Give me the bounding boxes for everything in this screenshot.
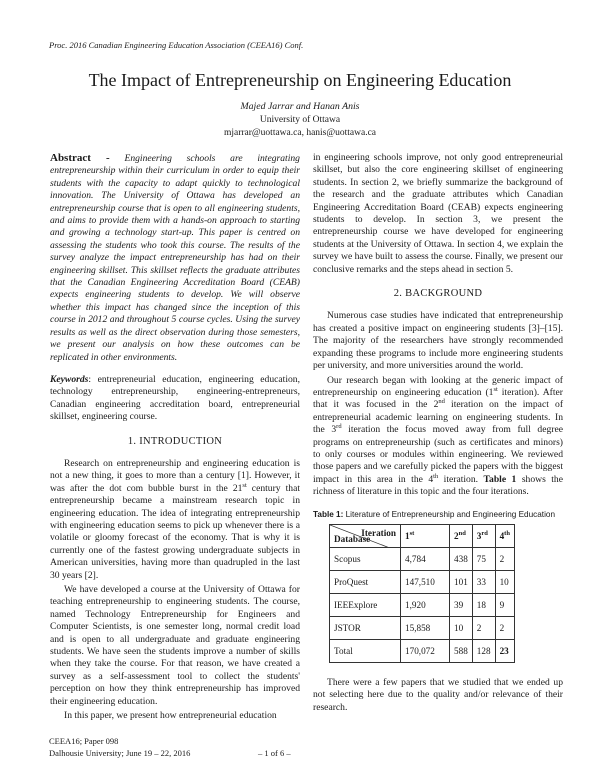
literature-table [329,524,515,663]
right-column [313,152,563,716]
proceedings-header: Proc. 2016 Canadian Engineering Education Association (CEEA16) Conf. [49,40,304,50]
background-paragraph-2 [313,375,563,499]
intro-paragraph-1 [50,458,300,582]
table-row [330,593,515,616]
col-1-sup: st [409,529,415,537]
keywords-label: Keywords [50,373,89,385]
table-cell: 170,072 [401,639,450,662]
table-corner-cell [330,524,401,547]
bg-p2-sup1: st [493,385,498,393]
database-label: Database [334,533,371,544]
col-3-base: 3 [476,530,482,541]
bg-p2-sup4: th [433,472,439,480]
after-table-paragraph: There were a few papers that we studied that we ended up not selecting here due to the quality and/or relevance of their research. [313,676,563,713]
table-cell: 588 [450,639,473,662]
table-cell: 147,510 [401,570,450,593]
bg-p2-f: shows the richness of literature in this topic and the four iterations. [313,473,563,498]
table-cell: 2 [495,616,514,639]
affiliation: University of Ottawa [259,115,341,125]
keywords [50,374,300,424]
table-cell: 1,920 [401,593,450,616]
col-header [472,524,495,547]
table-cell: 15,858 [401,616,450,639]
footer-venue: Dalhousie University; June 19 – 22, 2016 [49,748,191,758]
table-cell-db: Total [330,639,401,662]
table-cell: 75 [472,547,495,570]
abstract [50,152,300,364]
table-cell: 128 [472,639,495,662]
intro-paragraph-3: In this paper, we present how entrepreneurial education [64,710,277,722]
intro-continuation: in engineering schools improve, not only good entrepreneurial skillset, but also the core engineering skillset of engineering students. In section 2, we briefly summarize the background of the research and the graduate attributes which Canadian Engineering Accreditation Board (CEAB) expects engineering students to develop. In section 3, we present the entrepreneurship course we have developed for engineering students at the University of Ottawa. In section 4, we explain the survey we have built to assess the course. Finally, we present our conclusive remarks and the steps ahead in section 5. [313,152,563,275]
table-cell-db: ProQuest [330,570,401,593]
background-paragraph-1: Numerous case studies have indicated that entrepreneurship has created a positive impact on engineering students [3]–[15]. The majority of the researchers have strongly recommended expanding these programs to include more engineering students per university, and more universities around the world. [313,310,563,372]
table-cell: 39 [450,593,473,616]
col-header [401,524,450,547]
table-reference: Table 1 [483,473,517,485]
footer-page-number: – 1 of 6 – [258,748,291,758]
keywords-text: : entrepreneurial education, engineering education, technology entrepreneurship, engineering-entrepreneurs, Canadian engineering accreditation board, entrepreneurial skillset, engineering course. [50,373,300,423]
table-cell-db: JSTOR [330,616,401,639]
intro-p1-text-b: century that entrepreneurship became a mainstream research topic in engineering education. The idea of integrating entrepreneurship with engineering education seems to pick up whenever there is a volatile or gloomy forecast of the economy. That is why it is currently one of the fastest growing undergraduate subjects in American universities, having more than quadrupled in the last 30 years [2]. [50,482,300,581]
table-cell: 2 [495,547,514,570]
table-cell: 10 [450,616,473,639]
intro-paragraph-2: We have developed a course at the University of Ottawa for teaching entrepreneurship to engineering students. The course, named Technology Entrepreneurship for Engineers and Computer Scientists, is one semester long, normal credit load and is open to all undergraduate and graduate engineering students. We have seen the students improve a number of skills when they take the course. For that reason, we have created a survey as a self-assessment tool to collect the students' perception on how they think entrepreneurship has improved their engineering education. [50,584,300,707]
table-cell: 33 [472,570,495,593]
bg-p2-b: iteration). After that it was focused in the 2 [313,386,563,411]
col-1-base: 1 [405,530,410,541]
author-emails: mjarrar@uottawa.ca, hanis@uottawa.ca [223,128,376,138]
col-2-sup: nd [458,529,466,537]
abstract-label: Abstract - [50,152,110,164]
table-cell: 9 [495,593,514,616]
left-column [50,152,300,724]
col-3-sup: rd [481,529,488,537]
table-cell: 4,784 [401,547,450,570]
table-caption [313,509,563,521]
table-cell: 23 [495,639,514,662]
col-2-base: 2 [454,530,459,541]
iteration-label: Iteration [361,527,396,538]
col-4-sup: th [504,529,510,537]
bg-p2-sup3: rd [336,422,342,430]
table-cell: 2 [472,616,495,639]
table-row [330,547,515,570]
section-heading-introduction: 1. INTRODUCTION [127,435,223,447]
table-caption-label: Table 1: [313,509,344,519]
footer-paper-id: CEEA16; Paper 098 [49,736,119,746]
paper-title: The Impact of Entrepreneurship on Engineering Education [88,70,512,90]
bg-p2-a: Our research began with looking at the generic impact of entrepreneurship on engineering education (1 [313,374,563,398]
table-caption-text: Literature of Entrepreneurship and Engineering Education [343,509,555,519]
table-row [330,570,515,593]
table-cell: 18 [472,593,495,616]
section-heading-background: 2. BACKGROUND [393,288,483,300]
bg-p2-c: iteration on the impact of entrepreneurial academic learning on engineering students. In the 3 [313,399,564,436]
table-row [330,616,515,639]
intro-p1-sup: st [242,481,247,489]
table-header-row [330,524,515,547]
table-cell-db: Scopus [330,547,401,570]
intro-p1-text-a: Research on entrepreneurship and engineering education is not a new thing, it goes to more than a century [1]. However, it was after the dot com bubble burst in the 21 [50,457,300,494]
col-header [450,524,473,547]
table-cell-db: IEEExplore [330,593,401,616]
authors: Majed Jarrar and Hanan Anis [240,101,360,112]
table-cell: 10 [495,570,514,593]
col-4-base: 4 [499,530,505,541]
bg-p2-d: iteration the focus moved away from full degree programs on entrepreneurship (such as certificates and minors) to only courses or modules within engineering. We reviewed those papers and we carefully picked the papers with the biggest impact in this area in the 4 [313,424,563,485]
col-header [495,524,514,547]
abstract-text: Engineering schools are integrating entrepreneurship within their curriculum in order to equip their students with the capacity to adapt quickly to technological innovation. The University of Ottawa has developed an entrepreneurship course that is open to all engineering students, and aims to provide them with a hands-on approach to starting and growing a technology start-up. This paper is centred on assessing the students who took this course. The results of the survey analyze the impact entrepreneurship has had on their engineering skillset. This skillset reflects the graduate attributes that the Canadian Engineering Accreditation Board (CEAB) expects engineering students to develop. We will observe whether this impact has changed since the inception of this course in 2012 and throughout 5 course cycles. Using the survey results as well as the direct observation during those semesters, we present our analysis on how these outcomes can be replicated in other environments. [50,153,300,363]
table-row-total [330,639,515,662]
table-cell: 101 [450,570,473,593]
bg-p2-e: iteration. [438,473,484,485]
bg-p2-sup2: nd [438,398,445,406]
table-cell: 438 [450,547,473,570]
